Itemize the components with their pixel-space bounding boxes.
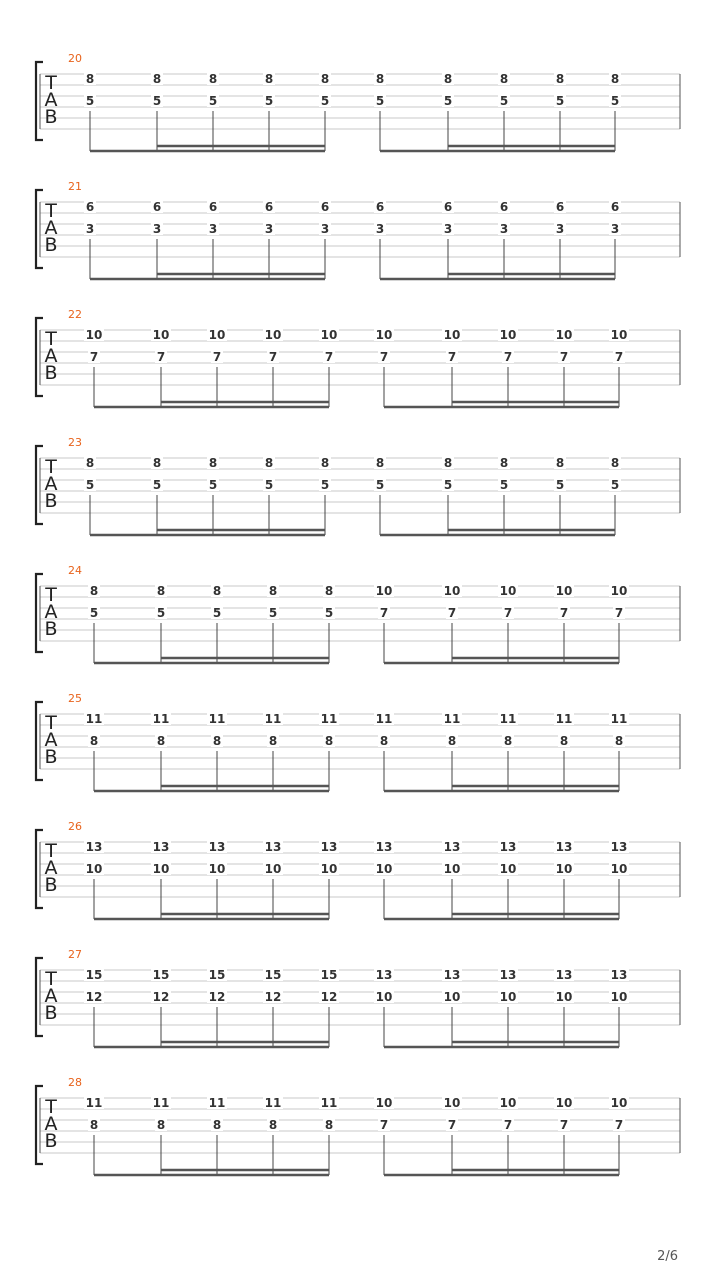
tab-system-27 bbox=[36, 948, 680, 1047]
tab-system-26 bbox=[36, 820, 680, 919]
fret-number: 7 bbox=[447, 1118, 457, 1132]
fret-number: 10 bbox=[443, 990, 461, 1004]
fret-number: 15 bbox=[152, 968, 170, 982]
fret-number: 10 bbox=[610, 862, 628, 876]
fret-number: 7 bbox=[614, 606, 624, 620]
measure-number: 28 bbox=[68, 1076, 82, 1089]
fret-number: 7 bbox=[89, 350, 99, 364]
fret-number: 5 bbox=[320, 94, 330, 108]
tab-clef-letter: B bbox=[44, 106, 58, 128]
fret-number: 5 bbox=[156, 606, 166, 620]
tab-clef-letter: B bbox=[44, 618, 58, 640]
measure-number: 23 bbox=[68, 436, 82, 449]
tab-clef-letter: B bbox=[44, 234, 58, 256]
fret-number: 8 bbox=[499, 72, 509, 86]
fret-number: 11 bbox=[375, 712, 393, 726]
fret-number: 5 bbox=[610, 94, 620, 108]
fret-number: 10 bbox=[264, 862, 282, 876]
fret-number: 13 bbox=[555, 968, 573, 982]
measure-number: 22 bbox=[68, 308, 82, 321]
fret-number: 8 bbox=[614, 734, 624, 748]
fret-number: 13 bbox=[375, 840, 393, 854]
tab-clef-letter: B bbox=[44, 362, 58, 384]
tab-clef-letter: A bbox=[44, 985, 58, 1007]
fret-number: 7 bbox=[503, 606, 513, 620]
fret-number: 5 bbox=[264, 478, 274, 492]
fret-number: 10 bbox=[610, 584, 628, 598]
fret-number: 12 bbox=[85, 990, 103, 1004]
fret-number: 5 bbox=[375, 94, 385, 108]
fret-number: 10 bbox=[85, 328, 103, 342]
fret-number: 8 bbox=[212, 584, 222, 598]
fret-number: 11 bbox=[264, 1096, 282, 1110]
fret-number: 8 bbox=[268, 1118, 278, 1132]
fret-number: 7 bbox=[447, 350, 457, 364]
measure-number: 27 bbox=[68, 948, 82, 961]
fret-number: 7 bbox=[559, 350, 569, 364]
fret-number: 10 bbox=[320, 862, 338, 876]
fret-number: 8 bbox=[555, 456, 565, 470]
fret-number: 10 bbox=[375, 990, 393, 1004]
fret-number: 5 bbox=[555, 478, 565, 492]
tab-clef-letter: T bbox=[45, 584, 57, 606]
fret-number: 10 bbox=[375, 328, 393, 342]
fret-number: 11 bbox=[443, 712, 461, 726]
fret-number: 13 bbox=[443, 840, 461, 854]
fret-number: 8 bbox=[499, 456, 509, 470]
fret-number: 13 bbox=[610, 968, 628, 982]
fret-number: 7 bbox=[156, 350, 166, 364]
fret-number: 8 bbox=[156, 1118, 166, 1132]
fret-number: 8 bbox=[610, 72, 620, 86]
fret-number: 10 bbox=[152, 862, 170, 876]
fret-number: 5 bbox=[264, 94, 274, 108]
fret-number: 12 bbox=[208, 990, 226, 1004]
fret-number: 11 bbox=[610, 712, 628, 726]
fret-number: 12 bbox=[320, 990, 338, 1004]
fret-number: 3 bbox=[85, 222, 95, 236]
fret-number: 7 bbox=[559, 1118, 569, 1132]
tab-clef-letter: T bbox=[45, 72, 57, 94]
fret-number: 10 bbox=[610, 328, 628, 342]
fret-number: 13 bbox=[85, 840, 103, 854]
fret-number: 5 bbox=[212, 606, 222, 620]
tab-clef-letter: T bbox=[45, 328, 57, 350]
fret-number: 3 bbox=[610, 222, 620, 236]
fret-number: 13 bbox=[375, 968, 393, 982]
fret-number: 3 bbox=[320, 222, 330, 236]
fret-number: 10 bbox=[610, 1096, 628, 1110]
fret-number: 5 bbox=[320, 478, 330, 492]
tab-system-24 bbox=[36, 564, 680, 663]
fret-number: 5 bbox=[499, 478, 509, 492]
fret-number: 15 bbox=[85, 968, 103, 982]
tab-clef-letter: B bbox=[44, 746, 58, 768]
fret-number: 3 bbox=[375, 222, 385, 236]
fret-number: 11 bbox=[208, 1096, 226, 1110]
fret-number: 7 bbox=[212, 350, 222, 364]
tab-clef-letter: A bbox=[44, 857, 58, 879]
fret-number: 10 bbox=[85, 862, 103, 876]
tab-clef-letter: A bbox=[44, 89, 58, 111]
fret-number: 10 bbox=[610, 990, 628, 1004]
fret-number: 12 bbox=[152, 990, 170, 1004]
fret-number: 11 bbox=[152, 1096, 170, 1110]
fret-number: 7 bbox=[268, 350, 278, 364]
page-number: 2/6 bbox=[657, 1249, 678, 1264]
fret-number: 11 bbox=[208, 712, 226, 726]
fret-number: 6 bbox=[85, 200, 95, 214]
fret-number: 5 bbox=[208, 94, 218, 108]
tab-clef-letter: T bbox=[45, 840, 57, 862]
fret-number: 8 bbox=[379, 734, 389, 748]
measure-number: 24 bbox=[68, 564, 82, 577]
fret-number: 5 bbox=[375, 478, 385, 492]
fret-number: 8 bbox=[443, 72, 453, 86]
fret-number: 3 bbox=[208, 222, 218, 236]
fret-number: 5 bbox=[443, 94, 453, 108]
tab-clef-letter: A bbox=[44, 601, 58, 623]
fret-number: 10 bbox=[555, 862, 573, 876]
fret-number: 7 bbox=[324, 350, 334, 364]
fret-number: 8 bbox=[268, 734, 278, 748]
fret-number: 10 bbox=[443, 584, 461, 598]
fret-number: 7 bbox=[379, 1118, 389, 1132]
measure-number: 21 bbox=[68, 180, 82, 193]
fret-number: 15 bbox=[320, 968, 338, 982]
fret-number: 7 bbox=[379, 606, 389, 620]
fret-number: 8 bbox=[324, 1118, 334, 1132]
fret-number: 13 bbox=[443, 968, 461, 982]
tab-system-21 bbox=[36, 180, 680, 279]
tab-system-20 bbox=[36, 52, 680, 151]
fret-number: 5 bbox=[85, 94, 95, 108]
fret-number: 12 bbox=[264, 990, 282, 1004]
fret-number: 8 bbox=[320, 72, 330, 86]
fret-number: 13 bbox=[320, 840, 338, 854]
fret-number: 8 bbox=[555, 72, 565, 86]
tab-system-23 bbox=[36, 436, 680, 535]
fret-number: 5 bbox=[208, 478, 218, 492]
fret-number: 11 bbox=[499, 712, 517, 726]
fret-number: 10 bbox=[555, 584, 573, 598]
fret-number: 8 bbox=[264, 456, 274, 470]
fret-number: 3 bbox=[443, 222, 453, 236]
fret-number: 10 bbox=[443, 1096, 461, 1110]
fret-number: 5 bbox=[268, 606, 278, 620]
fret-number: 10 bbox=[208, 862, 226, 876]
measure-number: 20 bbox=[68, 52, 82, 65]
fret-number: 11 bbox=[85, 1096, 103, 1110]
fret-number: 13 bbox=[555, 840, 573, 854]
fret-number: 6 bbox=[375, 200, 385, 214]
fret-number: 3 bbox=[152, 222, 162, 236]
fret-number: 11 bbox=[320, 712, 338, 726]
tab-clef-letter: T bbox=[45, 456, 57, 478]
fret-number: 13 bbox=[499, 968, 517, 982]
fret-number: 5 bbox=[85, 478, 95, 492]
fret-number: 11 bbox=[320, 1096, 338, 1110]
fret-number: 10 bbox=[208, 328, 226, 342]
fret-number: 7 bbox=[379, 350, 389, 364]
fret-number: 10 bbox=[375, 862, 393, 876]
tab-system-22 bbox=[36, 308, 680, 407]
fret-number: 10 bbox=[443, 862, 461, 876]
tab-clef-letter: T bbox=[45, 200, 57, 222]
tab-clef-letter: B bbox=[44, 1002, 58, 1024]
fret-number: 10 bbox=[375, 584, 393, 598]
fret-number: 8 bbox=[443, 456, 453, 470]
fret-number: 6 bbox=[555, 200, 565, 214]
fret-number: 7 bbox=[503, 1118, 513, 1132]
fret-number: 8 bbox=[85, 72, 95, 86]
fret-number: 8 bbox=[85, 456, 95, 470]
measure-number: 26 bbox=[68, 820, 82, 833]
fret-number: 8 bbox=[503, 734, 513, 748]
fret-number: 8 bbox=[324, 584, 334, 598]
fret-number: 11 bbox=[85, 712, 103, 726]
fret-number: 10 bbox=[152, 328, 170, 342]
fret-number: 10 bbox=[555, 990, 573, 1004]
fret-number: 6 bbox=[610, 200, 620, 214]
tab-clef-letter: B bbox=[44, 1130, 58, 1152]
fret-number: 11 bbox=[264, 712, 282, 726]
fret-number: 8 bbox=[375, 456, 385, 470]
fret-number: 6 bbox=[264, 200, 274, 214]
fret-number: 15 bbox=[208, 968, 226, 982]
tab-clef-letter: T bbox=[45, 712, 57, 734]
fret-number: 10 bbox=[499, 584, 517, 598]
fret-number: 3 bbox=[499, 222, 509, 236]
fret-number: 10 bbox=[499, 1096, 517, 1110]
tab-clef-letter: T bbox=[45, 968, 57, 990]
fret-number: 6 bbox=[152, 200, 162, 214]
fret-number: 10 bbox=[443, 328, 461, 342]
tab-clef-letter: A bbox=[44, 473, 58, 495]
fret-number: 10 bbox=[555, 1096, 573, 1110]
fret-number: 6 bbox=[499, 200, 509, 214]
fret-number: 10 bbox=[264, 328, 282, 342]
tab-clef-letter: A bbox=[44, 345, 58, 367]
fret-number: 8 bbox=[212, 1118, 222, 1132]
tab-clef-letter: A bbox=[44, 217, 58, 239]
fret-number: 8 bbox=[447, 734, 457, 748]
fret-number: 10 bbox=[320, 328, 338, 342]
fret-number: 8 bbox=[156, 584, 166, 598]
fret-number: 7 bbox=[447, 606, 457, 620]
fret-number: 8 bbox=[610, 456, 620, 470]
fret-number: 8 bbox=[89, 734, 99, 748]
tab-system-28 bbox=[36, 1076, 680, 1175]
fret-number: 5 bbox=[610, 478, 620, 492]
tab-clef-letter: T bbox=[45, 1096, 57, 1118]
fret-number: 8 bbox=[264, 72, 274, 86]
fret-number: 8 bbox=[208, 72, 218, 86]
fret-number: 8 bbox=[152, 456, 162, 470]
fret-number: 5 bbox=[152, 94, 162, 108]
tab-clef-letter: A bbox=[44, 1113, 58, 1135]
fret-number: 8 bbox=[89, 584, 99, 598]
fret-number: 5 bbox=[324, 606, 334, 620]
fret-number: 7 bbox=[614, 1118, 624, 1132]
fret-number: 10 bbox=[555, 328, 573, 342]
fret-number: 13 bbox=[152, 840, 170, 854]
fret-number: 8 bbox=[559, 734, 569, 748]
fret-number: 7 bbox=[503, 350, 513, 364]
fret-number: 3 bbox=[555, 222, 565, 236]
fret-number: 8 bbox=[156, 734, 166, 748]
fret-number: 8 bbox=[152, 72, 162, 86]
fret-number: 8 bbox=[212, 734, 222, 748]
fret-number: 5 bbox=[555, 94, 565, 108]
fret-number: 6 bbox=[320, 200, 330, 214]
fret-number: 5 bbox=[152, 478, 162, 492]
tab-clef-letter: A bbox=[44, 729, 58, 751]
fret-number: 6 bbox=[443, 200, 453, 214]
fret-number: 8 bbox=[320, 456, 330, 470]
fret-number: 13 bbox=[499, 840, 517, 854]
fret-number: 13 bbox=[610, 840, 628, 854]
fret-number: 5 bbox=[499, 94, 509, 108]
fret-number: 13 bbox=[208, 840, 226, 854]
fret-number: 8 bbox=[324, 734, 334, 748]
fret-number: 6 bbox=[208, 200, 218, 214]
fret-number: 5 bbox=[89, 606, 99, 620]
fret-number: 10 bbox=[499, 328, 517, 342]
fret-number: 5 bbox=[443, 478, 453, 492]
fret-number: 8 bbox=[208, 456, 218, 470]
fret-number: 8 bbox=[375, 72, 385, 86]
fret-number: 10 bbox=[375, 1096, 393, 1110]
tab-clef-letter: B bbox=[44, 490, 58, 512]
measure-number: 25 bbox=[68, 692, 82, 705]
fret-number: 15 bbox=[264, 968, 282, 982]
tab-clef-letter: B bbox=[44, 874, 58, 896]
fret-number: 11 bbox=[152, 712, 170, 726]
fret-number: 8 bbox=[89, 1118, 99, 1132]
fret-number: 11 bbox=[555, 712, 573, 726]
fret-number: 7 bbox=[559, 606, 569, 620]
fret-number: 7 bbox=[614, 350, 624, 364]
fret-number: 13 bbox=[264, 840, 282, 854]
tab-system-25 bbox=[36, 692, 680, 791]
fret-number: 8 bbox=[268, 584, 278, 598]
fret-number: 10 bbox=[499, 990, 517, 1004]
fret-number: 10 bbox=[499, 862, 517, 876]
fret-number: 3 bbox=[264, 222, 274, 236]
